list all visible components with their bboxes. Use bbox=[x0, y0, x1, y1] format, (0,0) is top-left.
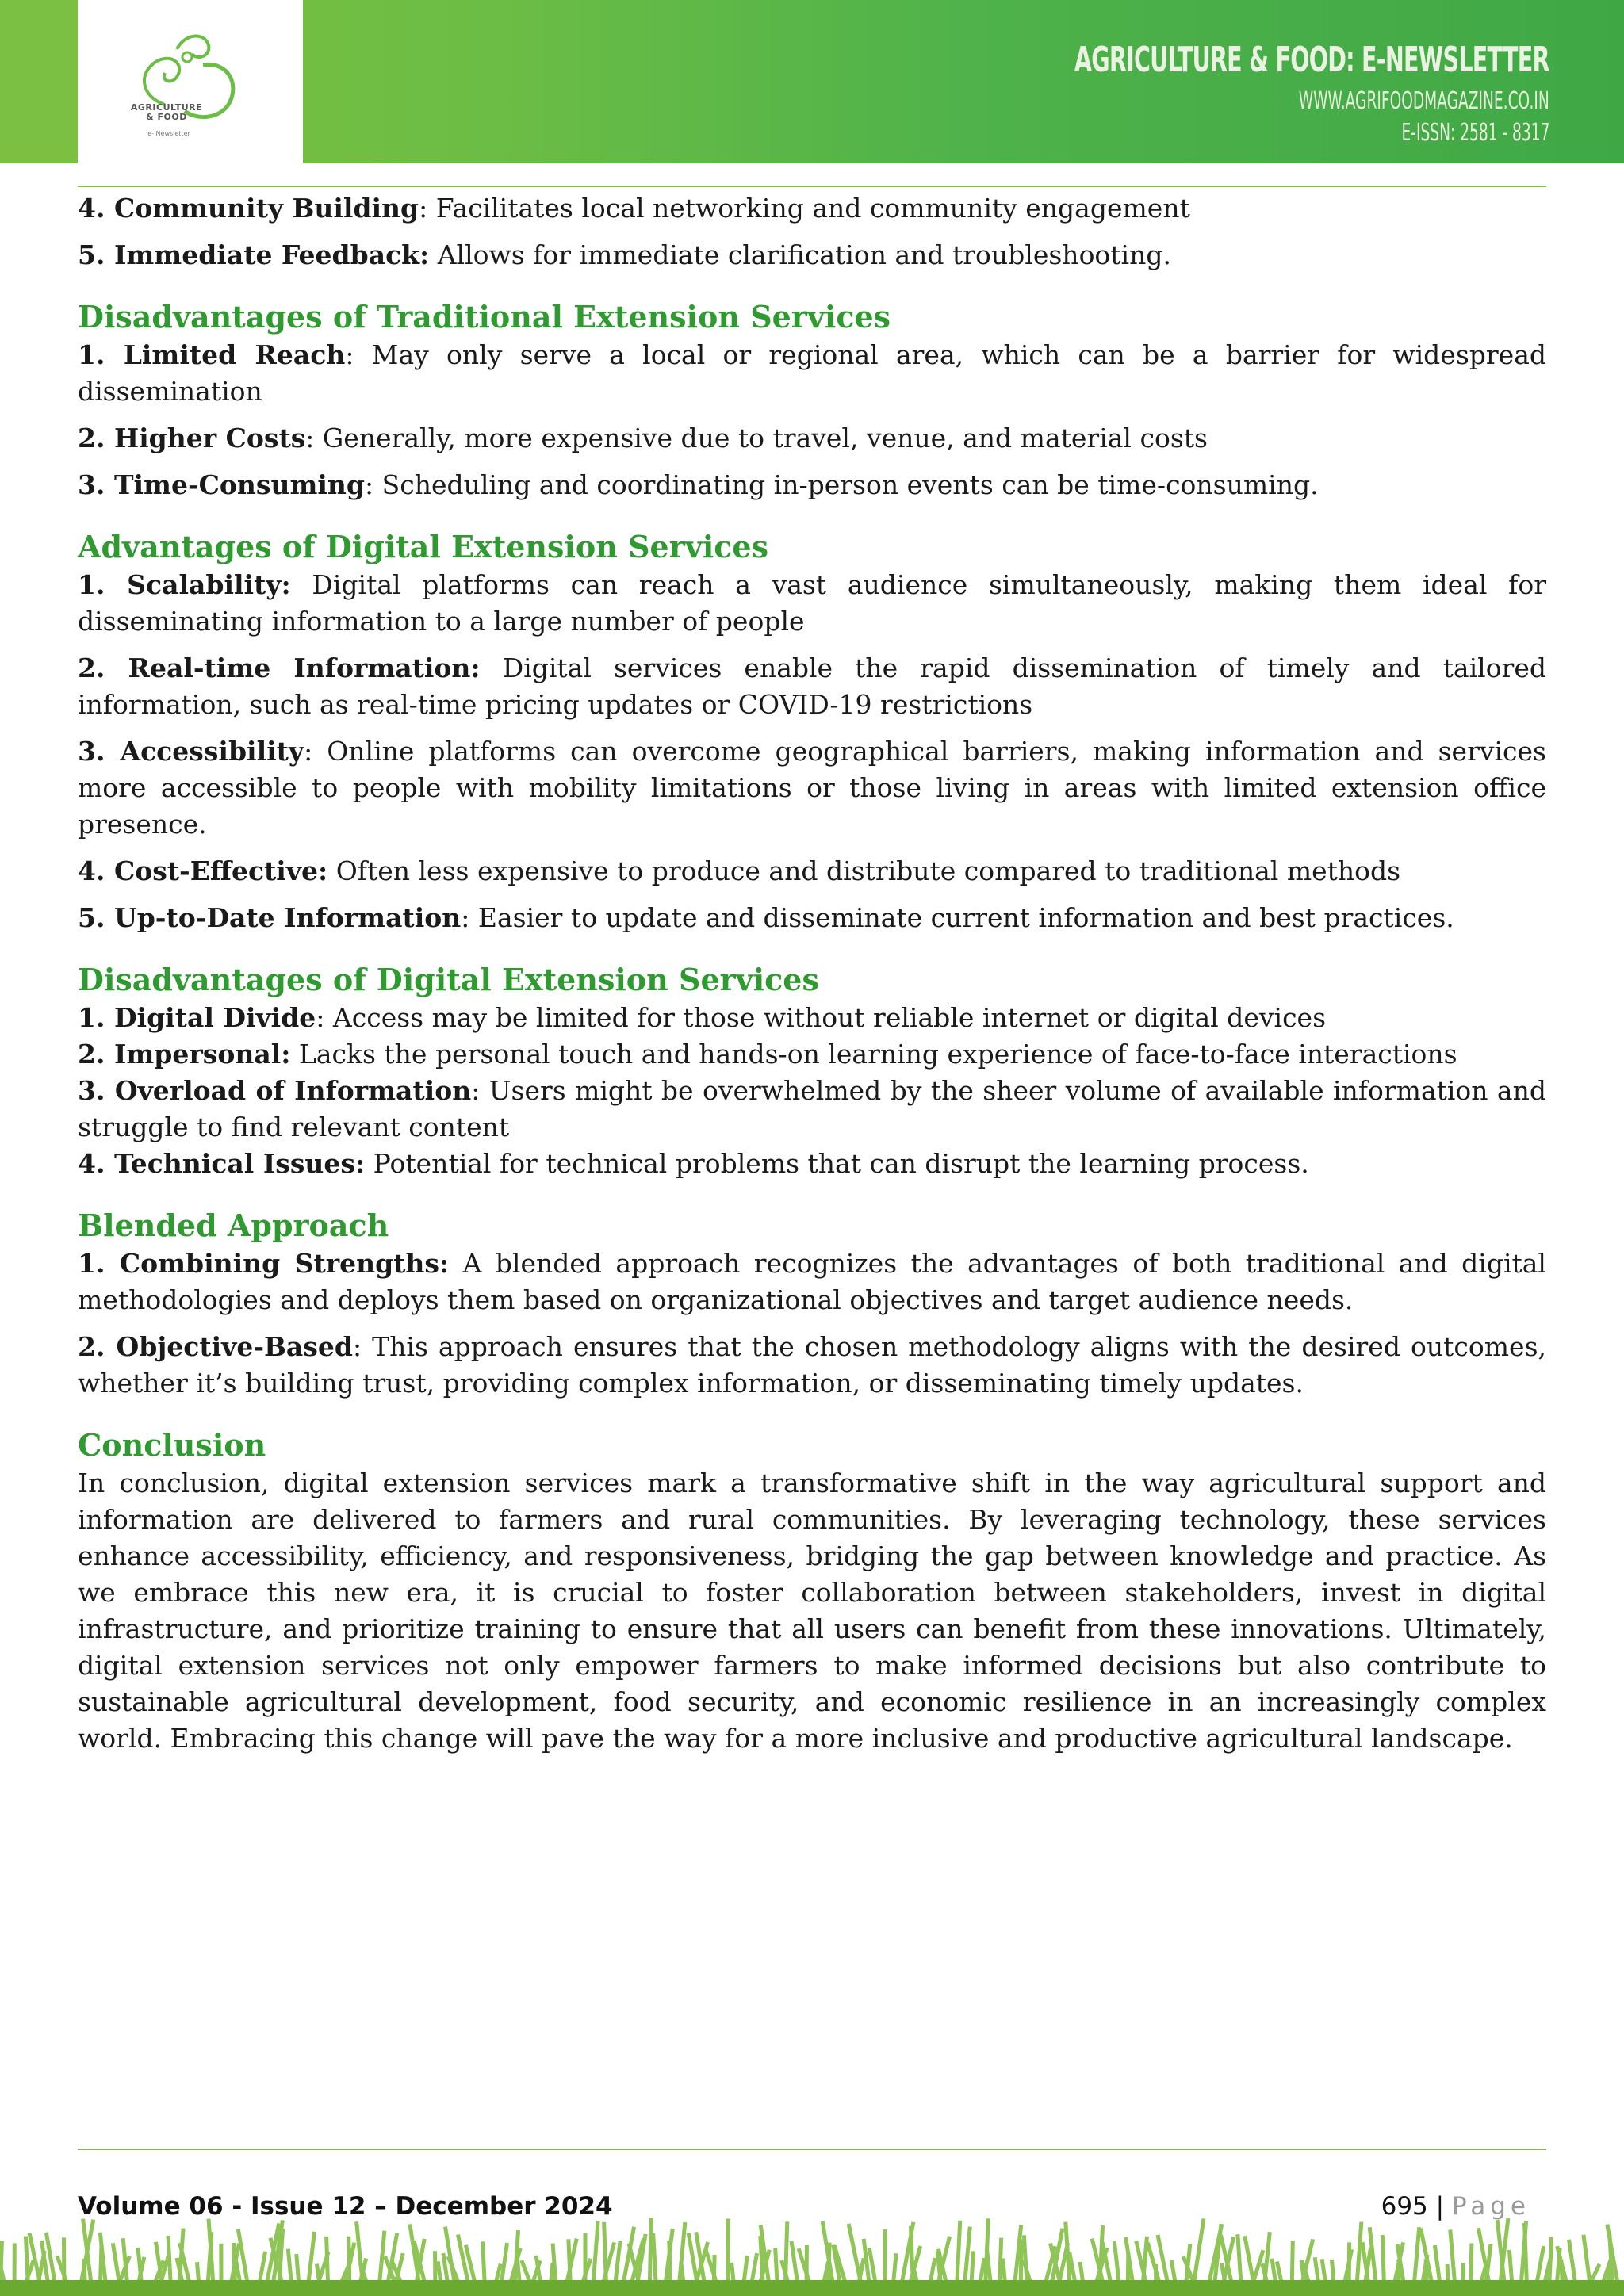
page-label: Page bbox=[1451, 2192, 1530, 2221]
item-text: : Easier to update and disseminate current information and best practices. bbox=[461, 902, 1454, 933]
logo-text bbox=[119, 103, 214, 122]
item-label: 1. Limited Reach bbox=[78, 339, 346, 370]
issue-info: Volume 06 - Issue 12 – December 2024 bbox=[78, 2192, 613, 2221]
item-label: 3. Accessibility bbox=[78, 736, 304, 767]
item-text: : Users might be overwhelmed by the sheer volume of available information and struggle to find relevant content bbox=[78, 1075, 1546, 1142]
item-label: 4. Technical Issues: bbox=[78, 1148, 366, 1179]
item-label: 5. Up-to-Date Information bbox=[78, 902, 462, 933]
section-heading: Blended Approach bbox=[78, 1207, 389, 1243]
item-label: 2. Higher Costs bbox=[78, 423, 306, 453]
item-text: : Access may be limited for those without reliable internet or digital devices bbox=[316, 1002, 1327, 1033]
header-rule bbox=[78, 186, 1546, 187]
logo-text-line2: & FOOD bbox=[146, 112, 187, 122]
item-text: Often less expensive to produce and distribute compared to traditional methods bbox=[327, 855, 1401, 886]
grass-decoration bbox=[0, 2212, 1624, 2296]
item-label: 3. Time-Consuming bbox=[78, 469, 366, 500]
item-label: 2. Real-time Information: bbox=[78, 652, 481, 683]
list-item bbox=[78, 1000, 1546, 1036]
list-item bbox=[78, 1036, 1546, 1073]
item-label: 1. Digital Divide bbox=[78, 1002, 316, 1033]
newsletter-url: WWW.AGRIFOODMAGAZINE.CO.IN bbox=[1298, 87, 1549, 115]
item-text: Allows for immediate clarification and troubleshooting. bbox=[429, 239, 1171, 270]
logo-text-line1: AGRICULTURE bbox=[130, 102, 203, 113]
article-body bbox=[78, 190, 1546, 1767]
newsletter-issn: E-ISSN: 2581 - 8317 bbox=[1401, 119, 1549, 147]
conclusion-paragraph: In conclusion, digital extension services mark a transformative shift in the way agricultural support and information are delivered to farmers and rural communities. By leveraging technology, these services enhance accessibility, efficiency, and responsiveness, bridging the gap between knowledge and practice. As we embrace this new era, it is crucial to foster collaboration between stakeholders, invest in digital infrastructure, and prioritize training to ensure that all users can benefit from these innovations. Ultimately, digital extension services not only empower farmers to make informed decisions but also contribute to sustainable agricultural development, food security, and economic resilience in an increasingly complex world. Embracing this change will pave the way for a more inclusive and productive agricultural landscape. bbox=[78, 1468, 1546, 1754]
list-item bbox=[78, 1073, 1546, 1146]
item-text: Digital services enable the rapid dissemination of timely and tailored information, such as real-time pricing updates or COVID-19 restrictions bbox=[78, 652, 1546, 720]
item-text: Digital platforms can reach a vast audience simultaneously, making them ideal for disseminating information to a large number of people bbox=[78, 569, 1546, 637]
item-text: Lacks the personal touch and hands-on learning experience of face-to-face interactions bbox=[290, 1039, 1457, 1070]
list-item bbox=[78, 1329, 1546, 1402]
list-item bbox=[78, 733, 1546, 843]
item-label: 2. Objective-Based bbox=[78, 1331, 353, 1362]
item-text: : Facilitates local networking and community engagement bbox=[419, 193, 1190, 224]
list-item bbox=[78, 853, 1546, 890]
item-label: 4. Community Building bbox=[78, 193, 419, 224]
logo-subtext: e- Newsletter bbox=[147, 130, 190, 137]
list-item bbox=[78, 420, 1546, 457]
section-heading: Advantages of Digital Extension Services bbox=[78, 529, 768, 564]
section-heading: Disadvantages of Traditional Extension Services bbox=[78, 299, 891, 335]
footer-rule bbox=[78, 2149, 1546, 2150]
item-text: A blended approach recognizes the advantages of both traditional and digital methodologies and deploys them based on organizational objectives and target audience needs. bbox=[78, 1248, 1546, 1315]
item-label: 5. Immediate Feedback: bbox=[78, 239, 430, 270]
item-label: 1. Scalability: bbox=[78, 569, 291, 600]
item-text: : This approach ensures that the chosen methodology aligns with the desired outcomes, whether it’s building trust, providing complex information, or disseminating timely updates. bbox=[78, 1331, 1547, 1399]
logo bbox=[78, 0, 303, 163]
item-text: : May only serve a local or regional area, which can be a barrier for widespread dissemination bbox=[78, 339, 1546, 407]
list-item bbox=[78, 190, 1546, 227]
item-label: 1. Combining Strengths: bbox=[78, 1248, 450, 1279]
list-item bbox=[78, 467, 1546, 503]
page-number: 695 bbox=[1381, 2192, 1428, 2221]
item-text: Potential for technical problems that can disrupt the learning process. bbox=[365, 1148, 1309, 1179]
list-item bbox=[78, 337, 1546, 410]
item-label: 2. Impersonal: bbox=[78, 1039, 291, 1070]
list-item bbox=[78, 1246, 1546, 1318]
item-text: : Generally, more expensive due to travel, venue, and material costs bbox=[305, 423, 1208, 453]
section-heading: Conclusion bbox=[78, 1427, 266, 1463]
list-item bbox=[78, 650, 1546, 723]
list-item bbox=[78, 900, 1546, 936]
banner-left-strip bbox=[0, 0, 78, 163]
page-separator: | bbox=[1435, 2192, 1445, 2221]
item-text: : Scheduling and coordinating in-person events can be time-consuming. bbox=[365, 469, 1319, 500]
newsletter-title: AGRICULTURE & FOOD: E-NEWSLETTER bbox=[1074, 40, 1549, 80]
list-item bbox=[78, 567, 1546, 640]
list-item bbox=[78, 1146, 1546, 1182]
item-label: 3. Overload of Information bbox=[78, 1075, 472, 1106]
section-heading: Disadvantages of Digital Extension Services bbox=[78, 962, 819, 997]
item-label: 4. Cost-Effective: bbox=[78, 855, 328, 886]
list-item bbox=[78, 237, 1546, 274]
item-text: : Online platforms can overcome geographical barriers, making information and services more accessible to people with mobility limitations or those living in areas with limited extension office presence. bbox=[78, 736, 1546, 840]
